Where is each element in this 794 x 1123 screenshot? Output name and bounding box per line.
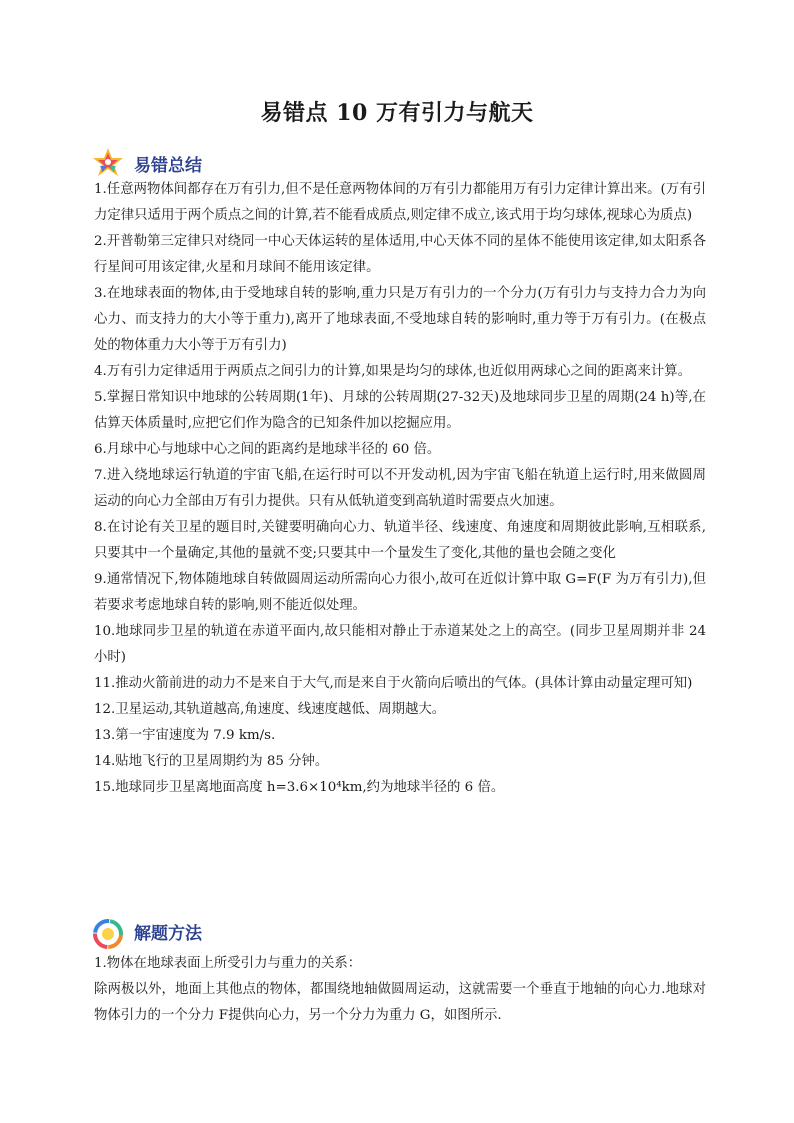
method-list	[94, 951, 706, 1029]
list-item: 5.掌握日常知识中地球的公转周期(1年)、月球的公转周期(27-32天)及地球同步卫星的周期(24 h)等,在估算天体质量时,应把它们作为隐含的已知条件加以挖掘应用。	[94, 390, 706, 431]
list-item: 12.卫星运动,其轨道越高,角速度、线速度越低、周期越大。	[94, 702, 446, 717]
list-item: 7.进入绕地球运行轨道的宇宙飞船,在运行时可以不开发动机,因为宇宙飞船在轨道上运行时,用来做圆周运动的向心力全部由万有引力提供。只有从低轨道变到高轨道时需要点火加速。	[94, 468, 706, 509]
list-item: 6.月球中心与地球中心之间的距离约是地球半径的 60 倍。	[94, 442, 441, 457]
page-title: 易错点 10 万有引力与航天	[260, 100, 534, 126]
list-item: 15.地球同步卫星离地面高度 h=3.6×10⁴km,约为地球半径的 6 倍。	[94, 780, 505, 795]
section-title-method: 解题方法	[134, 924, 202, 944]
list-item: 14.贴地飞行的卫星周期约为 85 分钟。	[94, 754, 329, 769]
list-item: 9.通常情况下,物体随地球自转做圆周运动所需向心力很小,故可在近似计算中取 G=F(F 为万有引力),但若要求考虑地球自转的影响,则不能近似处理。	[94, 572, 706, 613]
summary-list	[94, 177, 706, 801]
list-item: 11.推动火箭前进的动力不是来自于大气,而是来自于火箭向后喷出的气体。(具体计算由动量定理可知)	[94, 676, 693, 691]
list-item: 除两极以外，地面上其他点的物体，都围绕地轴做圆周运动，这就需要一个垂直于地轴的向心力.地球对物体引力的一个分力 F提供向心力，另一个分力为重力 G，如图所示.	[94, 982, 706, 1023]
list-item: 10.地球同步卫星的轨道在赤道平面内,故只能相对静止于赤道某处之上的高空。(同步卫星周期并非 24 小时)	[94, 624, 706, 665]
list-item: 1.任意两物体间都存在万有引力,但不是任意两物体间的万有引力都能用万有引力定律计算出来。(万有引力定律只适用于两个质点之间的计算,若不能看成质点,则定律不成立,该式用于均匀球体,视球心为质点)	[94, 182, 706, 223]
list-item: 13.第一宇宙速度为 7.9 km/s.	[94, 728, 276, 743]
list-item: 2.开普勒第三定律只对绕同一中心天体运转的星体适用,中心天体不同的星体不能使用该定律,如太阳系各行星间可用该定律,火星和月球间不能用该定律。	[94, 234, 706, 275]
list-item: 3.在地球表面的物体,由于受地球自转的影响,重力只是万有引力的一个分力(万有引力与支持力合力为向心力、而支持力的大小等于重力),离开了地球表面,不受地球自转的影响时,重力等于万有引力。(在极点处的物体重力大小等于万有引力)	[94, 286, 706, 353]
section-title-summary: 易错总结	[134, 156, 202, 176]
ring-icon	[90, 914, 126, 950]
list-item: 1.物体在地球表面上所受引力与重力的关系：	[94, 956, 362, 971]
list-item: 8.在讨论有关卫星的题目时,关键要明确向心力、轨道半径、线速度、角速度和周期彼此影响,互相联系,只要其中一个量确定,其他的量就不变;只要其中一个量发生了变化,其他的量也会随之变化	[94, 520, 706, 561]
list-item: 4.万有引力定律适用于两质点之间引力的计算,如果是均匀的球体,也近似用两球心之间的距离来计算。	[94, 364, 692, 379]
